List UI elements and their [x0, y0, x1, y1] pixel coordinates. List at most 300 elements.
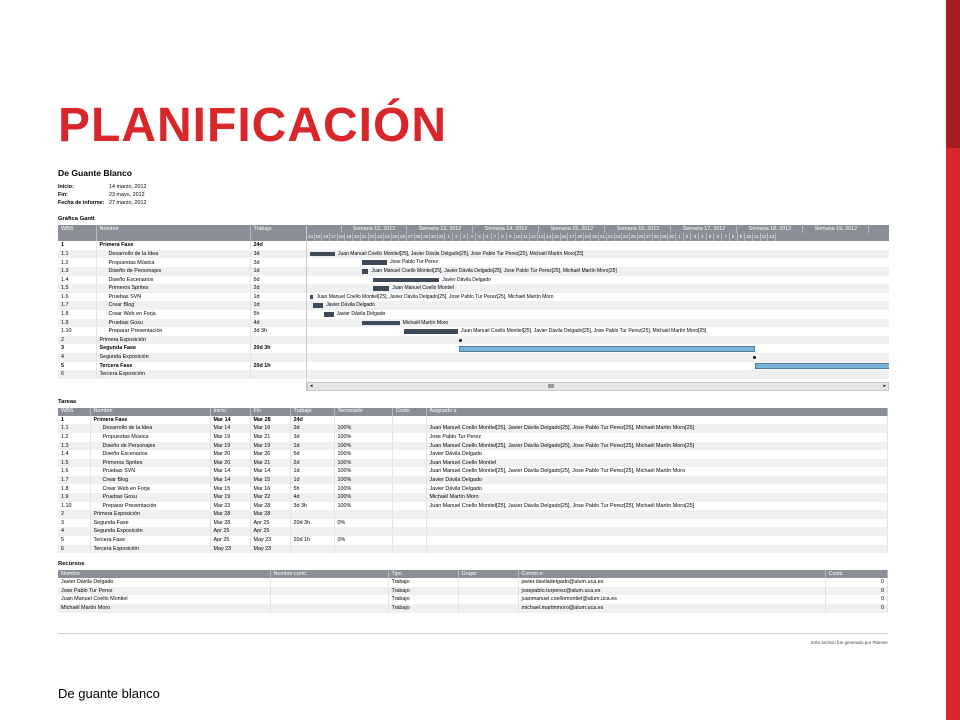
resource-cell: [458, 604, 518, 613]
scroll-left-icon[interactable]: ◂: [310, 382, 313, 389]
task-cell: 1.10: [58, 502, 90, 511]
gantt-task-row[interactable]: [58, 327, 306, 336]
task-cell: [426, 519, 888, 528]
tasks-header[interactable]: Trabajo: [290, 408, 334, 416]
resource-cell: [270, 604, 388, 613]
task-cell: Crear Web en Forja: [90, 484, 210, 493]
task-cell: 1.6: [58, 467, 90, 476]
task-row[interactable]: [58, 493, 888, 502]
resource-cell: 0: [825, 604, 888, 613]
task-row[interactable]: [58, 545, 888, 554]
task-cell: 0%: [334, 519, 392, 528]
task-cell: Mar 19: [250, 442, 290, 451]
gantt-row: [307, 327, 889, 336]
task-name: Primeros Sprites: [96, 284, 250, 293]
day-header: 12: [530, 234, 536, 240]
week-header: Semana 17, 2012: [671, 225, 737, 233]
tasks-header[interactable]: WBS: [58, 408, 90, 416]
task-wbs: 4: [58, 353, 96, 362]
day-header: 5: [707, 233, 715, 241]
task-cell: Primera Fase: [90, 416, 210, 425]
task-cell: 4: [58, 527, 90, 536]
task-row[interactable]: [58, 416, 888, 425]
week-header: Semana 15, 2012: [539, 225, 605, 233]
gantt-task-row[interactable]: [58, 362, 306, 371]
tasks-table: [58, 408, 888, 554]
day-header: 7: [722, 233, 730, 241]
resource-row[interactable]: [58, 595, 888, 604]
task-cell: Mar 19: [210, 442, 250, 451]
resource-cell: Trabajo: [388, 587, 458, 596]
gantt-header-wbs[interactable]: WBS: [58, 225, 96, 233]
task-bar[interactable]: [324, 312, 334, 317]
task-cell: Mar 19: [210, 493, 250, 502]
task-cell: 100%: [334, 424, 392, 433]
meta-value: 23 mayo, 2012: [109, 192, 145, 199]
task-bar[interactable]: [313, 303, 323, 308]
bar-resource-label: Javier Dávila Delgado: [326, 302, 375, 309]
gantt-row: [307, 336, 889, 345]
task-name: Segunda Exposición: [96, 353, 250, 362]
task-cell: Apr 25: [250, 527, 290, 536]
bar-resource-label: Javier Dávila Delgado: [336, 311, 386, 318]
day-header: 1: [676, 233, 684, 241]
task-cell: 2: [58, 510, 90, 519]
day-header: 20: [592, 234, 598, 240]
task-cell: Mar 28: [210, 510, 250, 519]
task-cell: Diseño de Personajes: [90, 442, 210, 451]
gantt-task-row[interactable]: [58, 241, 306, 250]
gantt-header-name[interactable]: Nombre: [96, 225, 250, 233]
gantt-task-row[interactable]: [58, 276, 306, 285]
task-cell: Juan Manuel Coello Montiel[25], Javier Dávila Delgado[25], Jose Pablo Tur Perez[25], Michaël Martín Moro[25]: [426, 442, 888, 451]
task-cell: Mar 28: [210, 519, 250, 528]
meta-value: 27 marzo, 2012: [109, 200, 147, 207]
gantt-section-title: Gráfica Gantt: [58, 216, 95, 223]
task-row[interactable]: [58, 467, 888, 476]
milestone-marker[interactable]: [753, 356, 756, 359]
scroll-thumb[interactable]: [548, 384, 554, 388]
day-header: 18: [338, 234, 344, 240]
day-header: 17: [569, 234, 575, 240]
day-header: 25: [630, 234, 636, 240]
gantt-task-row[interactable]: [58, 353, 306, 362]
task-wbs: 3: [58, 344, 96, 353]
task-cell: 3d 3h: [290, 502, 334, 511]
gantt-chart: [58, 225, 888, 391]
gantt-row: [307, 310, 889, 319]
day-header: 4: [699, 233, 707, 241]
day-header: 27: [407, 234, 413, 240]
task-cell: [290, 527, 334, 536]
task-row[interactable]: [58, 450, 888, 459]
task-cell: 20d 1h: [290, 536, 334, 545]
tasks-section-title: Tareas: [58, 398, 77, 405]
task-cell: 24d: [290, 416, 334, 425]
day-header: 2: [684, 233, 692, 241]
task-cell: Michaël Martín Moro: [426, 493, 888, 502]
task-row[interactable]: [58, 519, 888, 528]
resource-cell: [458, 578, 518, 587]
task-cell: 100%: [334, 502, 392, 511]
task-cell: 1: [58, 416, 90, 425]
task-bar[interactable]: [362, 260, 387, 265]
day-header: 15: [553, 234, 559, 240]
task-cell: 6: [58, 545, 90, 554]
task-name: Crear Web en Forja: [96, 310, 250, 319]
gantt-row: [307, 301, 889, 310]
day-header: 18: [576, 234, 582, 240]
task-cell: Mar 22: [250, 493, 290, 502]
gantt-task-row[interactable]: [58, 370, 306, 379]
resources-section-title: Recursos: [58, 561, 85, 568]
task-cell: 3d: [290, 433, 334, 442]
day-header: 20: [353, 234, 360, 240]
gantt-row: [307, 241, 889, 250]
day-header: 24: [384, 234, 390, 240]
resource-row[interactable]: [58, 604, 888, 613]
task-cell: Juan Manuel Coello Montiel: [426, 459, 888, 468]
task-cell: [392, 545, 426, 554]
day-header: 4: [468, 233, 476, 241]
day-header: 2: [453, 233, 461, 241]
task-cell: 4d: [290, 493, 334, 502]
task-bar[interactable]: [404, 329, 458, 334]
tasks-header[interactable]: Fin: [250, 408, 290, 416]
day-header: 14: [307, 234, 313, 240]
task-cell: [426, 510, 888, 519]
task-cell: Mar 28: [250, 416, 290, 425]
day-header: 10: [745, 234, 752, 240]
gantt-task-row[interactable]: [58, 293, 306, 302]
gantt-task-row[interactable]: [58, 310, 306, 319]
task-cell: [392, 484, 426, 493]
task-cell: Mar 14: [210, 467, 250, 476]
scroll-right-icon[interactable]: ▸: [883, 382, 886, 389]
task-cell: Segunda Exposición: [90, 527, 210, 536]
day-header: 23: [376, 234, 383, 240]
task-cell: Apr 25: [210, 536, 250, 545]
task-cell: Mar 20: [210, 450, 250, 459]
day-header: 10: [515, 234, 521, 240]
task-cell: Tercera Fase: [90, 536, 210, 545]
task-name: Preparar Presentación: [96, 327, 250, 336]
task-work: 20d 3h: [250, 344, 306, 353]
task-cell: Mar 21: [250, 459, 290, 468]
task-name: Crear Blog: [96, 301, 250, 310]
gantt-task-row[interactable]: [58, 319, 306, 328]
day-header: 21: [599, 234, 606, 240]
task-cell: Diseño Escenarios: [90, 450, 210, 459]
gantt-row: [307, 267, 889, 276]
day-header: 22: [607, 234, 613, 240]
gantt-task-row[interactable]: [58, 267, 306, 276]
week-header: Semana 18, 2012: [737, 225, 803, 233]
day-header: 29: [423, 234, 429, 240]
day-header: 15: [315, 234, 321, 240]
task-row[interactable]: [58, 442, 888, 451]
task-cell: 100%: [334, 484, 392, 493]
task-cell: 100%: [334, 493, 392, 502]
task-cell: Pruebas SVN: [90, 467, 210, 476]
tasks-header[interactable]: Terminado: [334, 408, 392, 416]
task-cell: Mar 26: [250, 450, 290, 459]
task-cell: Tercera Exposición: [90, 545, 210, 554]
task-row[interactable]: [58, 536, 888, 545]
milestone-marker[interactable]: [459, 339, 462, 342]
resource-cell: [270, 595, 388, 604]
task-work: [250, 353, 306, 362]
task-cell: 5h: [290, 484, 334, 493]
day-header: 19: [584, 234, 590, 240]
resource-cell: 0: [825, 595, 888, 604]
task-cell: Jose Pablo Tur Perez: [426, 433, 888, 442]
task-name: Tercera Exposición: [96, 370, 250, 379]
task-cell: Mar 16: [250, 424, 290, 433]
task-cell: 100%: [334, 459, 392, 468]
day-header: 12: [761, 234, 767, 240]
gantt-row: [307, 276, 889, 285]
task-cell: 1.7: [58, 476, 90, 485]
task-work: [250, 336, 306, 345]
task-work: 1d: [250, 293, 306, 302]
task-cell: 100%: [334, 433, 392, 442]
day-header: 23: [615, 234, 621, 240]
task-cell: Primeros Sprites: [90, 459, 210, 468]
task-work: 24d: [250, 241, 306, 250]
task-cell: 1d: [290, 442, 334, 451]
resource-cell: 0: [825, 587, 888, 596]
task-cell: Juan Manuel Coello Montiel[25], Javier Dávila Delgado[25], Jose Pablo Tur Perez[25], Michaël Martín Moro[25]: [426, 424, 888, 433]
gantt-task-row[interactable]: [58, 336, 306, 345]
task-cell: [392, 450, 426, 459]
generated-by: Este archivo fue generado por Planner: [58, 633, 888, 645]
bar-resource-label: Juan Manuel Coello Montiel[25], Javier Dávila Delgado[25], Jose Pablo Tur Perez[25], Michaël Martín Moro[25]: [461, 328, 707, 335]
day-header: 5: [476, 233, 484, 241]
day-header: 3: [461, 233, 469, 241]
task-row[interactable]: [58, 527, 888, 536]
gantt-task-row[interactable]: [58, 250, 306, 259]
resources-header[interactable]: Nombre corto: [270, 570, 388, 578]
task-wbs: 1.6: [58, 293, 96, 302]
gantt-scrollbar[interactable]: [307, 382, 889, 391]
task-work: 3d: [250, 258, 306, 267]
task-name: Pruebas SVN: [96, 293, 250, 302]
resource-cell: 0: [825, 578, 888, 587]
task-cell: Mar 15: [250, 476, 290, 485]
task-cell: Mar 28: [250, 502, 290, 511]
task-cell: 1.3: [58, 442, 90, 451]
task-wbs: 5: [58, 362, 96, 371]
resources-header[interactable]: Coste: [825, 570, 888, 578]
task-cell: [426, 545, 888, 554]
task-row[interactable]: [58, 433, 888, 442]
task-cell: May 23: [250, 536, 290, 545]
task-cell: 3d: [290, 424, 334, 433]
task-cell: [392, 459, 426, 468]
day-header: 11: [523, 234, 528, 240]
day-header: 28: [653, 234, 659, 240]
task-cell: 100%: [334, 450, 392, 459]
task-cell: 1.4: [58, 450, 90, 459]
task-work: 3d 3h: [250, 327, 306, 336]
task-cell: 1d: [290, 467, 334, 476]
gantt-header-spacer: [250, 233, 306, 241]
task-cell: Pruebas Gosu: [90, 493, 210, 502]
day-header: 30: [669, 234, 675, 240]
task-cell: Mar 20: [210, 459, 250, 468]
task-bar[interactable]: [373, 286, 390, 291]
week-header: Semana 16, 2012: [605, 225, 671, 233]
resource-cell: juanmanuel.coellomontiel@alum.uca.es: [518, 595, 825, 604]
day-header: 22: [369, 234, 375, 240]
resource-cell: Juan Manuel Coello Montiel: [58, 595, 270, 604]
summary-bar[interactable]: [755, 363, 889, 369]
day-header: 6: [484, 233, 492, 241]
task-cell: [392, 527, 426, 536]
week-header: Semana 19, 2012: [803, 225, 869, 233]
task-cell: Mar 23: [210, 502, 250, 511]
task-cell: [392, 467, 426, 476]
task-bar[interactable]: [310, 252, 335, 257]
task-cell: 100%: [334, 467, 392, 476]
task-cell: [334, 510, 392, 519]
task-bar[interactable]: [310, 295, 313, 300]
task-cell: [392, 416, 426, 425]
task-row[interactable]: [58, 502, 888, 511]
gantt-row: [307, 370, 889, 379]
task-wbs: 6: [58, 370, 96, 379]
task-cell: [392, 519, 426, 528]
tasks-header[interactable]: Nombre: [90, 408, 210, 416]
task-cell: [290, 545, 334, 554]
bar-resource-label: Jose Pablo Tur Perez: [390, 259, 438, 266]
resource-row[interactable]: [58, 587, 888, 596]
task-wbs: 1.10: [58, 327, 96, 336]
task-name: Tercera Fase: [96, 362, 250, 371]
resource-row[interactable]: [58, 578, 888, 587]
task-wbs: 1: [58, 241, 96, 250]
gantt-header-work[interactable]: Trabajo: [250, 225, 306, 233]
resources-header[interactable]: Grupo: [458, 570, 518, 578]
week-spacer: [307, 225, 342, 233]
task-cell: Mar 15: [210, 484, 250, 493]
resources-header[interactable]: Tipo: [388, 570, 458, 578]
day-header: 6: [714, 233, 722, 241]
day-header: 16: [323, 234, 329, 240]
meta-row: [58, 200, 888, 208]
task-cell: [392, 442, 426, 451]
resource-cell: Michaël Martín Moro: [58, 604, 270, 613]
gantt-task-row[interactable]: [58, 344, 306, 353]
tasks-header[interactable]: Coste: [392, 408, 426, 416]
task-cell: [392, 536, 426, 545]
task-bar[interactable]: [373, 278, 440, 283]
slide-footer: De guante blanco: [58, 686, 160, 701]
day-header: 14: [546, 234, 552, 240]
task-cell: Juan Manuel Coello Montiel[25], Javier Dávila Delgado[25], Jose Pablo Tur Perez[25], Michaël Martín Moro[25]: [426, 502, 888, 511]
task-row[interactable]: [58, 510, 888, 519]
gantt-row: [307, 319, 889, 328]
resource-cell: Trabajo: [388, 578, 458, 587]
gantt-header-spacer: [96, 233, 250, 241]
task-row[interactable]: [58, 476, 888, 485]
gantt-day-header: [307, 233, 889, 241]
day-header: 26: [400, 234, 406, 240]
day-header: 8: [730, 233, 738, 241]
task-bar[interactable]: [362, 321, 400, 326]
resource-cell: Jose Pablo Tur Perez: [58, 587, 270, 596]
day-header: 13: [538, 234, 544, 240]
task-name: Diseño Escenarios: [96, 276, 250, 285]
task-cell: Mar 14: [210, 416, 250, 425]
task-row[interactable]: [58, 424, 888, 433]
day-header: 1: [445, 233, 453, 241]
task-cell: 2d: [290, 459, 334, 468]
task-cell: Javier Dávila Delgado: [426, 450, 888, 459]
report-title: De Guante Blanco: [58, 168, 133, 178]
resource-cell: [270, 587, 388, 596]
tasks-header[interactable]: Inicio: [210, 408, 250, 416]
task-cell: [392, 510, 426, 519]
resources-header[interactable]: Nombre: [58, 570, 270, 578]
task-row[interactable]: [58, 484, 888, 493]
gantt-week-header: [307, 225, 889, 233]
summary-bar[interactable]: [459, 346, 755, 352]
bar-resource-label: Michaël Martín Moro: [402, 319, 449, 326]
meta-label: Inicio:: [58, 184, 74, 191]
gantt-row: [307, 258, 889, 267]
gantt-row: [307, 250, 889, 259]
resources-table: [58, 570, 888, 612]
task-name: Desarrollo de la Idea: [96, 250, 250, 259]
day-header: 16: [561, 234, 567, 240]
gantt-task-row[interactable]: [58, 258, 306, 267]
resource-cell: Javier Dávila Delgado: [58, 578, 270, 587]
resource-cell: [458, 595, 518, 604]
task-cell: Desarrollo de la Idea: [90, 424, 210, 433]
resources-header[interactable]: Correo-e: [518, 570, 825, 578]
task-cell: Mar 14: [250, 467, 290, 476]
day-header: 29: [661, 234, 667, 240]
day-header: 9: [738, 233, 746, 241]
task-bar[interactable]: [362, 269, 368, 274]
task-cell: [290, 510, 334, 519]
task-cell: [392, 424, 426, 433]
day-header: 27: [646, 234, 652, 240]
task-cell: Mar 16: [250, 484, 290, 493]
day-header: 25: [392, 234, 398, 240]
task-wbs: 1.2: [58, 258, 96, 267]
task-name: Segunda Fase: [96, 344, 250, 353]
gantt-row: [307, 284, 889, 293]
task-row[interactable]: [58, 459, 888, 468]
meta-label: Fin:: [58, 192, 68, 199]
task-cell: Juan Manuel Coello Montiel[25], Javier Dávila Delgado[25], Jose Pablo Tur Perez[25], Michaël Martín Moro: [426, 467, 888, 476]
tasks-header[interactable]: Asignado a: [426, 408, 888, 416]
day-header: 30: [430, 234, 436, 240]
task-cell: Primera Exposición: [90, 510, 210, 519]
gantt-task-row[interactable]: [58, 301, 306, 310]
task-cell: 1.2: [58, 433, 90, 442]
task-wbs: 1.1: [58, 250, 96, 259]
task-cell: 1.8: [58, 484, 90, 493]
week-header: Semana 13, 2012: [407, 225, 473, 233]
task-cell: [334, 545, 392, 554]
day-header: 7: [492, 233, 500, 241]
resource-cell: [458, 587, 518, 596]
gantt-task-row[interactable]: [58, 284, 306, 293]
